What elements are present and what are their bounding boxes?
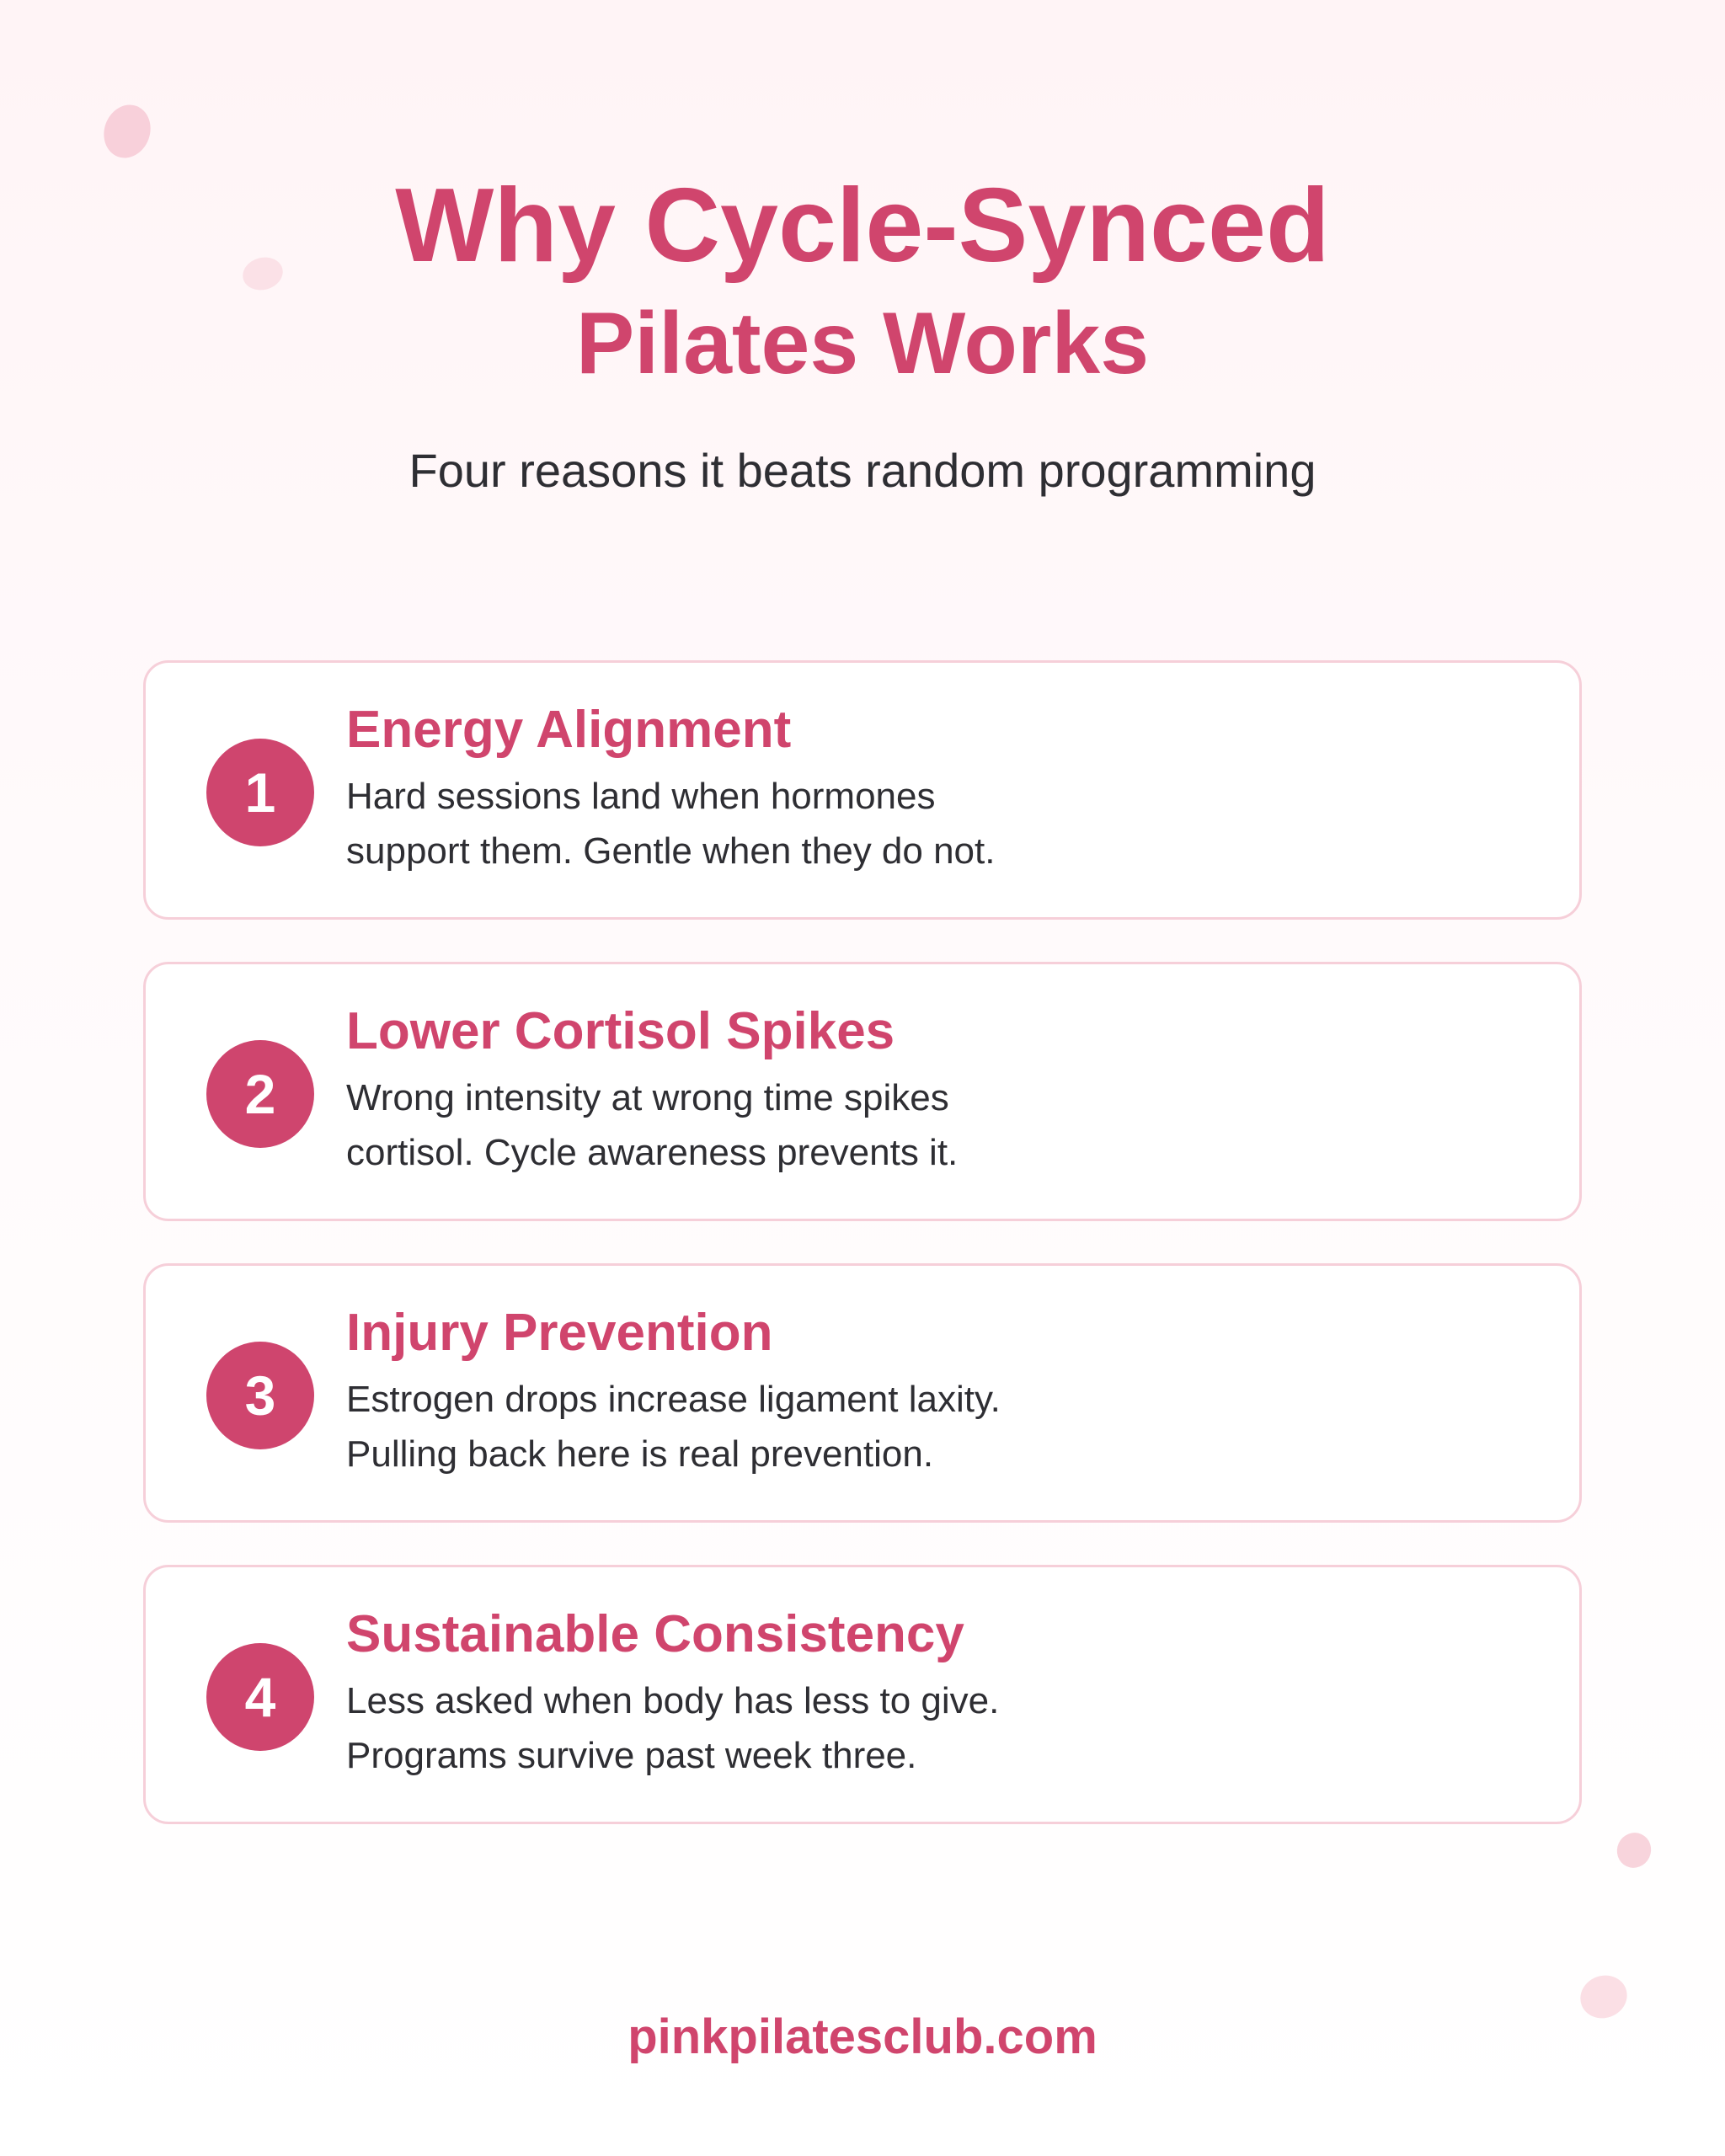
reason-description bbox=[346, 1070, 1188, 1180]
reasons-list bbox=[143, 660, 1582, 1866]
reason-number-badge: 3 bbox=[206, 1342, 314, 1449]
reason-description-line: Less asked when body has less to give. bbox=[346, 1680, 1000, 1721]
reason-description-line: Programs survive past week three. bbox=[346, 1735, 917, 1776]
reason-card-3 bbox=[143, 1263, 1582, 1523]
reason-number-badge: 2 bbox=[206, 1040, 314, 1148]
reason-description bbox=[346, 769, 1188, 878]
page-title-line1: Why Cycle-Synced bbox=[395, 168, 1330, 284]
reason-description bbox=[346, 1673, 1188, 1783]
reason-description-line: Hard sessions land when hormones bbox=[346, 776, 936, 817]
reason-description-line: Wrong intensity at wrong time spikes bbox=[346, 1077, 949, 1118]
reason-card-4 bbox=[143, 1565, 1582, 1824]
page-subtitle: Four reasons it beats random programming bbox=[409, 444, 1316, 497]
reason-number-badge: 1 bbox=[206, 739, 314, 846]
decorative-petal bbox=[1611, 1828, 1657, 1874]
reason-title: Energy Alignment bbox=[346, 701, 792, 759]
page-title-line2: Pilates Works bbox=[575, 295, 1150, 392]
footer-website: pinkpilatesclub.com bbox=[628, 2009, 1097, 2064]
reason-card-1 bbox=[143, 660, 1582, 920]
reason-description-line: Pulling back here is real prevention. bbox=[346, 1433, 934, 1475]
reason-description-line: Estrogen drops increase ligament laxity. bbox=[346, 1379, 1001, 1420]
reason-title: Lower Cortisol Spikes bbox=[346, 1002, 895, 1060]
reason-description bbox=[346, 1372, 1188, 1481]
reason-number-badge: 4 bbox=[206, 1643, 314, 1751]
reason-title: Injury Prevention bbox=[346, 1304, 773, 1362]
decorative-petal bbox=[97, 99, 158, 165]
page-title bbox=[0, 167, 1725, 403]
reason-description-line: support them. Gentle when they do not. bbox=[346, 830, 996, 872]
reason-title: Sustainable Consistency bbox=[346, 1605, 964, 1663]
reason-description-line: cortisol. Cycle awareness prevents it. bbox=[346, 1132, 959, 1173]
reason-card-2 bbox=[143, 962, 1582, 1221]
